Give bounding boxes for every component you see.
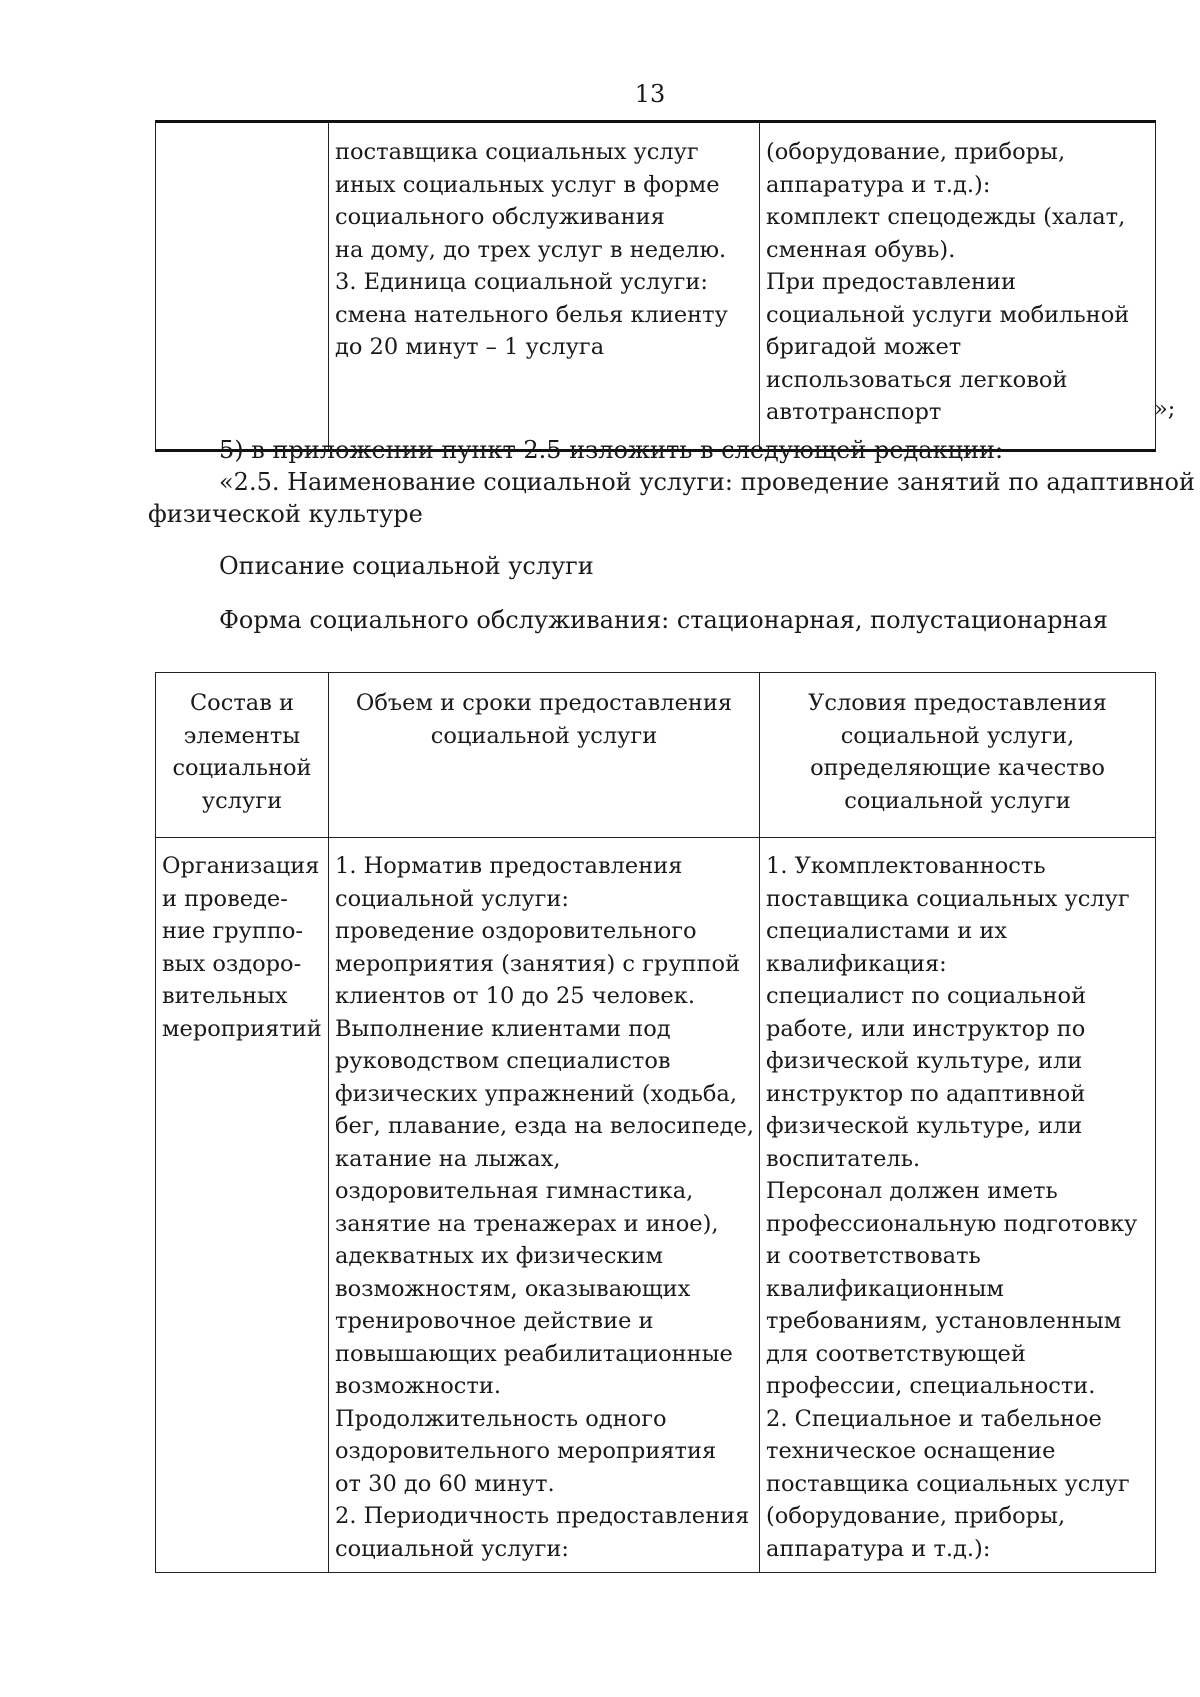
cell-line: квалификационным [766, 1275, 1004, 1302]
cell-line: сменная обувь). [766, 236, 956, 263]
cell-line: вительных [162, 983, 288, 1009]
table-cell-conditions [760, 838, 1156, 1573]
item-2-5-title-line1: «2.5. Наименование социальной услуги: проведение занятий по адаптивной [219, 468, 1195, 496]
cell-line: клиентов от 10 до 25 человек. [335, 983, 695, 1009]
header-line: услуги [201, 787, 283, 814]
cell-line: воспитатель. [766, 1145, 921, 1172]
cell-line: 2. Периодичность предоставления [335, 1503, 750, 1529]
cell-line: аппаратура и т.д.): [766, 1535, 991, 1562]
cell-line: социального обслуживания [335, 204, 665, 230]
table-cell-volume-terms [329, 838, 760, 1573]
cell-line: (оборудование, приборы, [766, 139, 1066, 165]
cell-line: социальной услуги: [335, 1535, 569, 1562]
table-row [156, 838, 1156, 1573]
cell-line: работе, или инструктор по [766, 1015, 1086, 1042]
table-header-row [156, 673, 1156, 838]
cell-line: вых оздоро- [162, 950, 302, 977]
header-line: Состав и [189, 690, 295, 716]
cell-line: (оборудование, приборы, [766, 1503, 1066, 1529]
cell-line: Выполнение клиентами под [335, 1015, 671, 1042]
cell-line: специалистами и их [766, 918, 1008, 944]
cell-line: до 20 минут – 1 услуга [335, 334, 605, 360]
cell-line: социальной услуги: [335, 885, 569, 912]
table-cell-conditions [760, 122, 1156, 451]
table-cell-volume-terms [329, 122, 760, 451]
cell-line: поставщика социальных услуг [335, 139, 699, 165]
cell-line: смена нательного белья клиенту [335, 301, 728, 328]
cell-line: бригадой может [766, 334, 962, 360]
cell-line: бег, плавание, езда на велосипеде, [335, 1113, 754, 1139]
header-line: социальной услуги [430, 722, 658, 749]
cell-line: поставщика социальных услуг [766, 1470, 1130, 1497]
cell-line: возможности. [335, 1373, 501, 1399]
closing-quote-mark: »; [1154, 396, 1176, 422]
cell-line: физической культуре, или [766, 1113, 1083, 1139]
cell-line: аппаратура и т.д.): [766, 171, 991, 198]
table-row [156, 122, 1156, 451]
cell-line: автотранспорт [766, 399, 942, 425]
table-cell-composition [156, 122, 329, 451]
cell-line: оздоровительная гимнастика, [335, 1178, 694, 1204]
cell-line: техническое оснащение [766, 1438, 1056, 1464]
cell-line: 1. Укомплектованность [766, 853, 1046, 879]
continued-service-table [155, 120, 1156, 452]
cell-line: на дому, до трех услуг в неделю. [335, 236, 727, 263]
service-table [155, 672, 1156, 1573]
cell-line: оздоровительного мероприятия [335, 1438, 717, 1464]
cell-line: инструктор по адаптивной [766, 1080, 1086, 1107]
header-composition [156, 673, 329, 838]
header-line: Условия предоставления [808, 690, 1107, 716]
cell-line: мероприятий [162, 1015, 322, 1042]
header-line: Объем и сроки предоставления [355, 690, 733, 716]
cell-line: Персонал должен иметь [766, 1178, 1058, 1204]
page-number: 13 [634, 80, 666, 108]
cell-line: иных социальных услуг в форме [335, 171, 720, 198]
cell-line: требованиям, установленным [766, 1308, 1122, 1334]
header-line: социальной услуги [844, 787, 1071, 814]
cell-line: использоваться легковой [766, 366, 1068, 393]
header-line: определяющие качество [810, 755, 1105, 781]
header-conditions [760, 673, 1156, 838]
cell-line: поставщика социальных услуг [766, 885, 1130, 912]
cell-line: руководством специалистов [335, 1048, 671, 1074]
cell-line: от 30 до 60 минут. [335, 1470, 555, 1497]
cell-line: комплект спецодежды (халат, [766, 204, 1126, 230]
header-line: элементы [183, 722, 301, 749]
service-form-line: Форма социального обслуживания: стационарная, полустационарная [219, 606, 1108, 634]
cell-line: проведение оздоровительного [335, 918, 697, 944]
cell-line: профессиональную подготовку [766, 1210, 1138, 1237]
cell-line: занятие на тренажерах и иное), [335, 1210, 719, 1237]
cell-line: и проведе- [162, 885, 288, 912]
cell-line: мероприятия (занятия) с группой [335, 950, 741, 977]
cell-line: физических упражнений (ходьба, [335, 1080, 738, 1107]
cell-line: специалист по социальной [766, 983, 1087, 1009]
table-cell-composition [156, 838, 329, 1573]
cell-line: 2. Специальное и табельное [766, 1405, 1102, 1432]
cell-line: При предоставлении [766, 269, 1017, 295]
amendment-item-5: 5) в приложении пункт 2.5 изложить в следующей редакции: [219, 436, 1004, 464]
cell-line: для соответствующей [766, 1340, 1026, 1367]
cell-line: Организация [162, 853, 320, 879]
cell-line: профессии, специальности. [766, 1373, 1096, 1399]
description-heading: Описание социальной услуги [219, 552, 594, 580]
cell-line: 3. Единица социальной услуги: [335, 269, 708, 295]
cell-line: Продолжительность одного [335, 1405, 667, 1432]
cell-line: физической культуре, или [766, 1048, 1083, 1074]
cell-line: адекватных их физическим [335, 1243, 663, 1269]
header-line: социальной услуги, [840, 722, 1075, 749]
cell-line: социальной услуги мобильной [766, 301, 1130, 328]
header-line: социальной [172, 755, 312, 781]
cell-line: тренировочное действие и [335, 1308, 654, 1334]
cell-line: квалификация: [766, 950, 947, 977]
cell-line: повышающих реабилитационные [335, 1340, 733, 1367]
cell-line: возможностям, оказывающих [335, 1275, 691, 1302]
cell-line: и соответствовать [766, 1243, 981, 1269]
cell-line: ние группо- [162, 918, 304, 944]
item-2-5-title-line2: физической культуре [148, 500, 423, 528]
cell-line: катание на лыжах, [335, 1145, 561, 1172]
cell-line: 1. Норматив предоставления [335, 853, 683, 879]
header-volume-terms [329, 673, 760, 838]
